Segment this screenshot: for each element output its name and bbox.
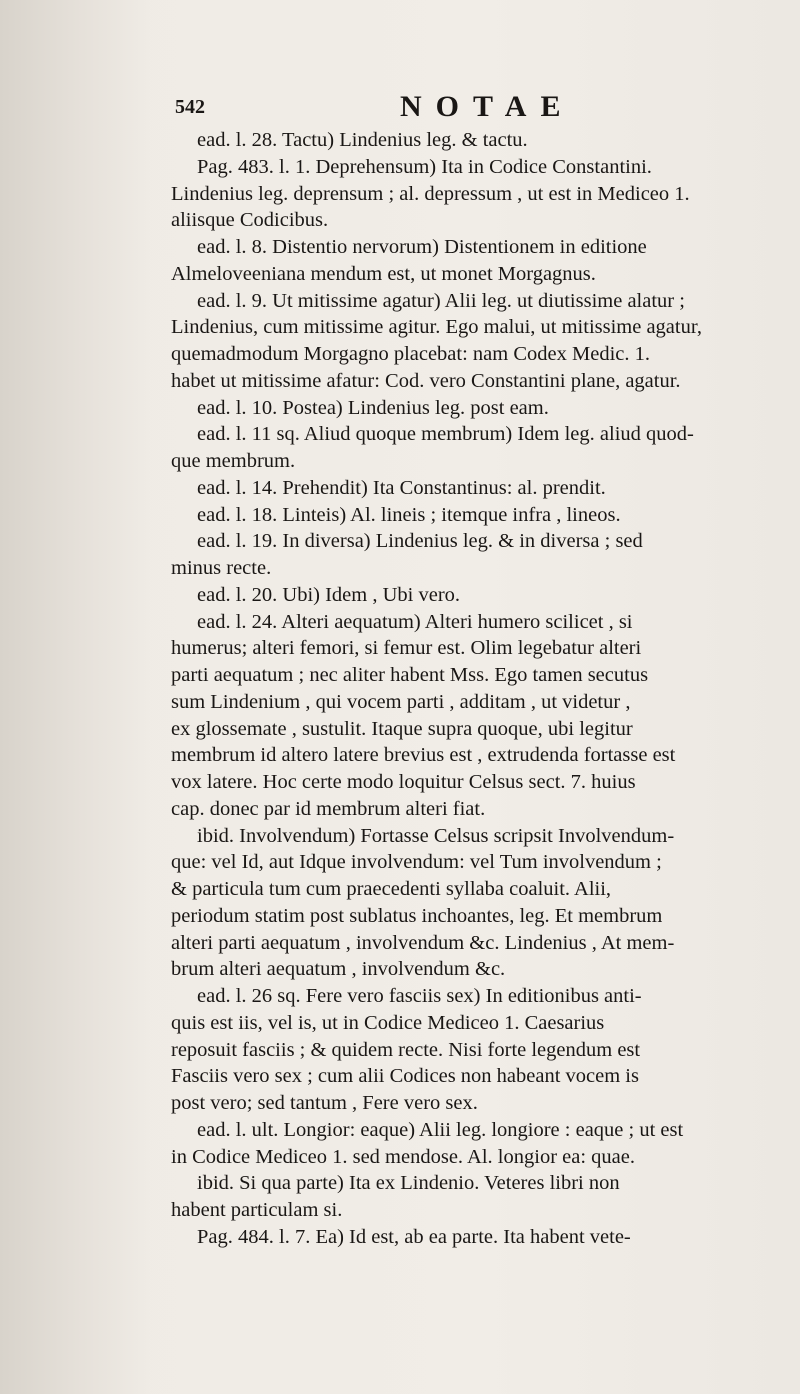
text-line: quis est iis, vel is, ut in Codice Mediceo 1. Caesarius (171, 1011, 605, 1034)
text-line: ibid. Involvendum) Fortasse Celsus scripsit Involvendum- (197, 824, 675, 847)
text-line: cap. donec par id membrum alteri fiat. (171, 797, 486, 820)
text-line: que: vel Id, aut Idque involvendum: vel Tum involvendum ; (171, 851, 662, 874)
text-line: & particula tum cum praecedenti syllaba coaluit. Alii, (171, 878, 612, 900)
text-line: ibid. Si qua parte) Ita ex Lindenio. Veteres libri non (197, 1172, 620, 1195)
text-line: ead. l. 20. Ubi) Idem , Ubi vero. (197, 583, 461, 606)
text-line: reposuit fasciis ; & quidem recte. Nisi forte legendum est (171, 1038, 641, 1061)
text-line: Fasciis vero sex ; cum alii Codices non habeant vocem is (171, 1065, 639, 1088)
text-line: parti aequatum ; nec aliter habent Mss. Ego tamen secutus (171, 664, 649, 686)
text-line: ead. l. 10. Postea) Lindenius leg. post eam. (197, 396, 549, 419)
running-title: NOTAE (400, 90, 575, 123)
text-line: habent particulam si. (171, 1199, 343, 1221)
text-line: membrum id altero latere brevius est , extrudenda fortasse est (171, 744, 676, 767)
page-number: 542 (175, 96, 205, 118)
text-line: ead. l. 18. Linteis) Al. lineis ; itemque infra , lineos. (197, 503, 621, 526)
text-line: Pag. 483. l. 1. Deprehensum) Ita in Codice Constantini. (197, 155, 652, 178)
text-line: quemadmodum Morgagno placebat: nam Codex Medic. 1. (171, 343, 650, 365)
text-line: ead. l. 28. Tactu) Lindenius leg. & tactu. (197, 129, 528, 151)
text-line: Lindenius, cum mitissime agitur. Ego malui, ut mitissime agatur, (171, 316, 702, 339)
text-line: alteri parti aequatum , involvendum &c. Lindenius , At mem- (171, 931, 675, 954)
text-line: ex glossemate , sustulit. Itaque supra quoque, ubi legitur (171, 717, 633, 740)
text-line: que membrum. (171, 450, 296, 472)
text-line: vox latere. Hoc certe modo loquitur Celsus sect. 7. huius (171, 771, 636, 793)
text-line: ead. l. ult. Longior: eaque) Alii leg. longiore : eaque ; ut est (197, 1118, 684, 1141)
text-line: ead. l. 9. Ut mitissime agatur) Alii leg. ut diutissime alatur ; (197, 289, 685, 312)
text-line: ead. l. 14. Prehendit) Ita Constantinus: al. prendit. (197, 476, 606, 499)
text-line: Pag. 484. l. 7. Ea) Id est, ab ea parte. Ita habent vete- (197, 1225, 631, 1248)
text-line: Lindenius leg. deprensum ; al. depressum , ut est in Mediceo 1. (171, 182, 690, 205)
text-line: post vero; sed tantum , Fere vero sex. (171, 1092, 478, 1114)
text-line: ead. l. 11 sq. Aliud quoque membrum) Idem leg. aliud quod- (197, 423, 694, 446)
text-line: ead. l. 19. In diversa) Lindenius leg. & in diversa ; sed (197, 530, 643, 553)
text-line: minus recte. (171, 557, 272, 579)
text-line: habet ut mitissime afatur: Cod. vero Constantini plane, agatur. (171, 369, 681, 392)
text-line: aliisque Codicibus. (171, 209, 329, 232)
text-line: ead. l. 24. Alteri aequatum) Alteri humero scilicet , si (197, 610, 633, 633)
text-line: sum Lindenium , qui vocem parti , additam , ut videtur , (171, 690, 631, 713)
text-line: periodum statim post sublatus inchoantes, leg. Et membrum (171, 904, 663, 927)
text-line: ead. l. 8. Distentio nervorum) Distentionem in editione (197, 236, 647, 258)
text-line: brum alteri aequatum , involvendum &c. (171, 958, 506, 981)
page-gutter-shadow (0, 0, 150, 1394)
page-header (175, 88, 795, 128)
text-line: ead. l. 26 sq. Fere vero fasciis sex) In editionibus anti- (197, 985, 642, 1007)
text-line: humerus; alteri femori, si femur est. Olim legebatur alteri (171, 637, 642, 660)
text-line: in Codice Mediceo 1. sed mendose. Al. longior ea: quae. (171, 1145, 635, 1168)
text-block (171, 127, 771, 1251)
text-line: Almeloveeniana mendum est, ut monet Morgagnus. (171, 262, 596, 285)
